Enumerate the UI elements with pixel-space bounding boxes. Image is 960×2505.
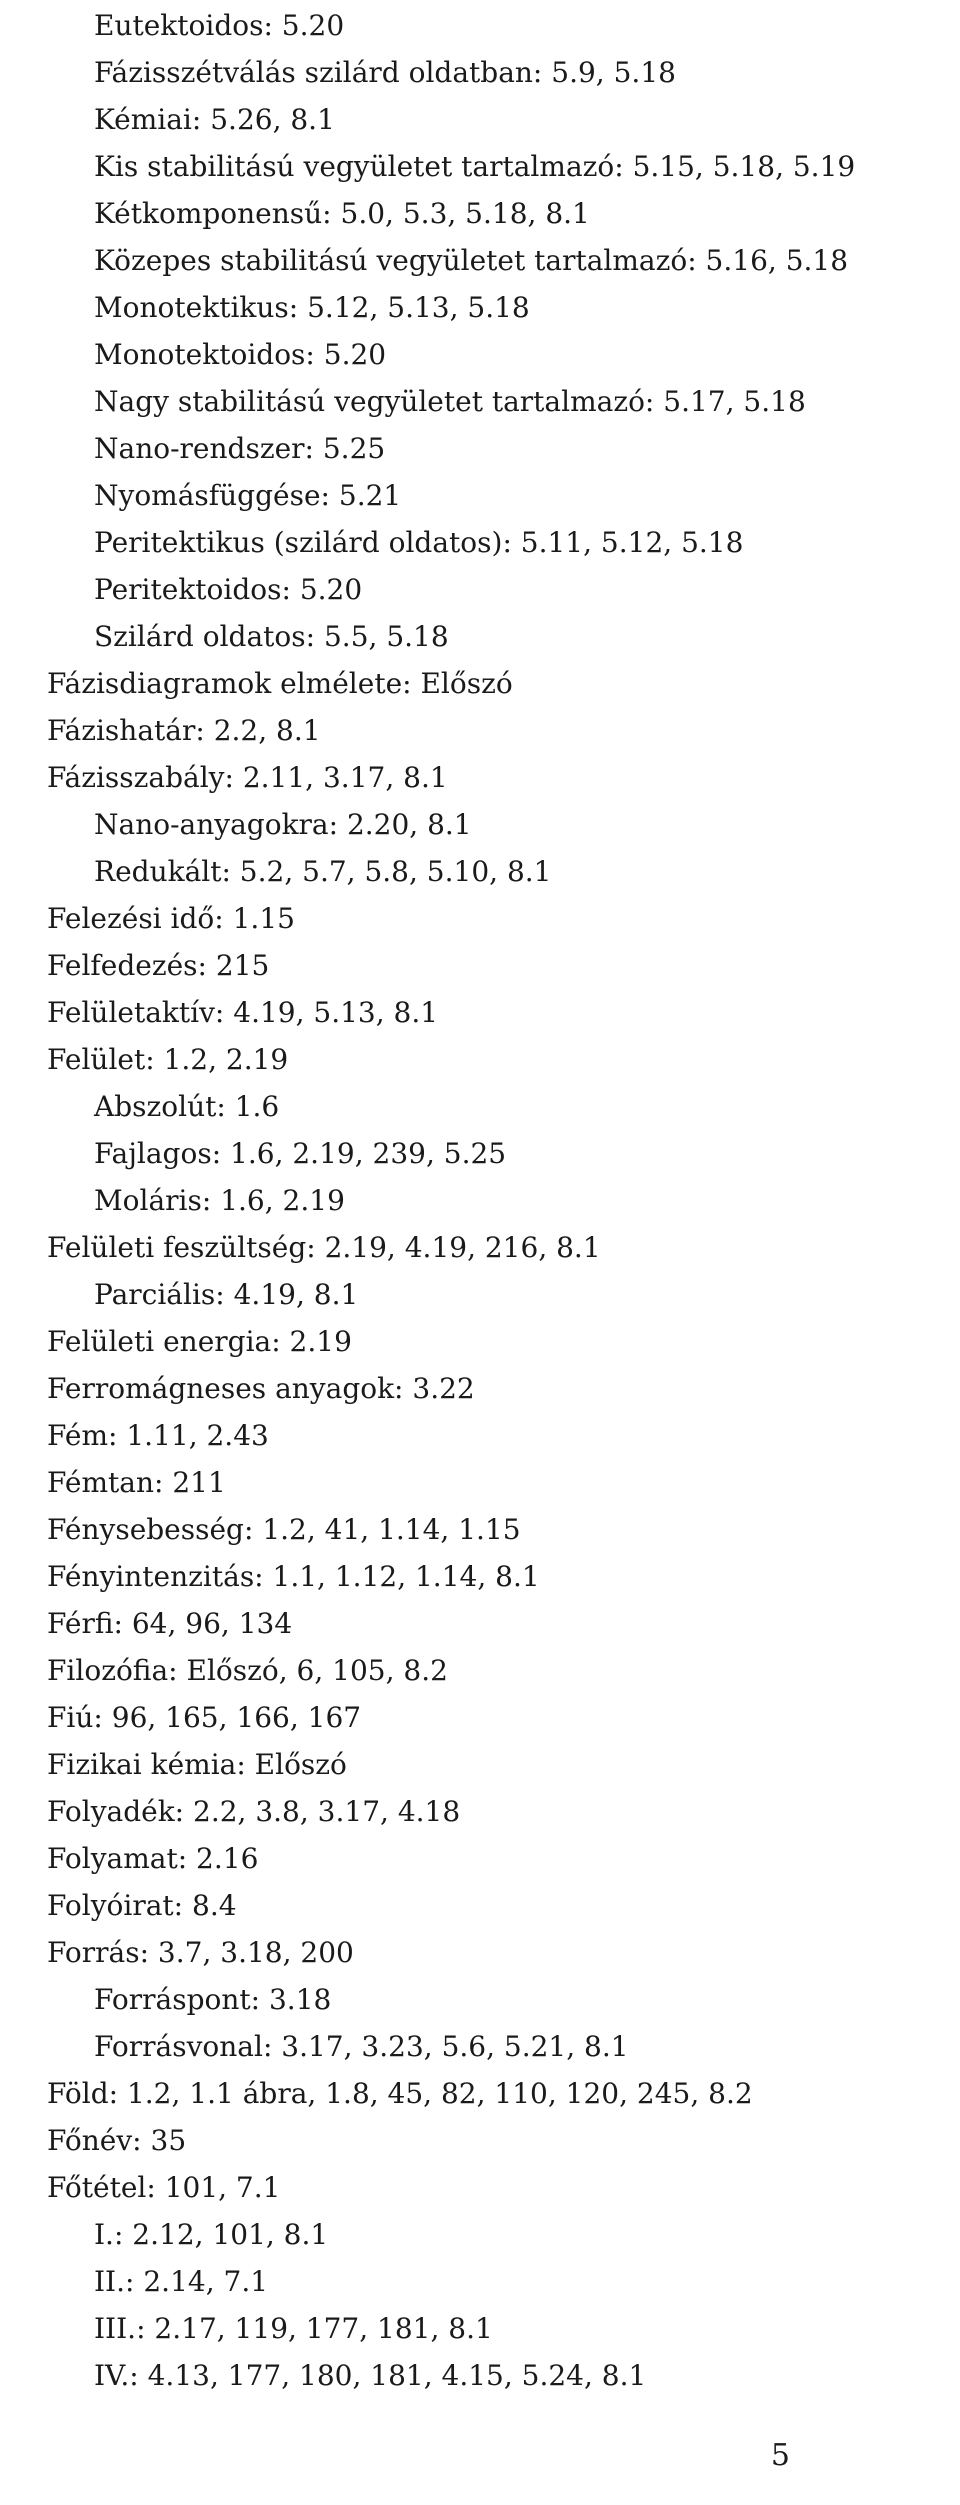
- index-entry: Föld: 1.2, 1.1 ábra, 1.8, 45, 82, 110, 120, 245, 8.2: [47, 2077, 753, 2110]
- index-entry: Fázisszétválás szilárd oldatban: 5.9, 5.18: [94, 56, 676, 89]
- index-entry: Forrás: 3.7, 3.18, 200: [47, 1936, 354, 1969]
- index-entry: Felületaktív: 4.19, 5.13, 8.1: [47, 996, 439, 1029]
- index-entry: I.: 2.12, 101, 8.1: [94, 2218, 329, 2251]
- index-entry: II.: 2.14, 7.1: [94, 2265, 269, 2298]
- index-entry: Felezési idő: 1.15: [47, 902, 295, 935]
- index-entry: III.: 2.17, 119, 177, 181, 8.1: [94, 2312, 493, 2345]
- index-entry: Fémtan: 211: [47, 1466, 226, 1499]
- index-entry: Fajlagos: 1.6, 2.19, 239, 5.25: [94, 1137, 507, 1170]
- index-entry: Szilárd oldatos: 5.5, 5.18: [94, 620, 449, 653]
- index-entry: Fizikai kémia: Előszó: [47, 1748, 347, 1781]
- index-entry: Kétkomponensű: 5.0, 5.3, 5.18, 8.1: [94, 197, 590, 230]
- index-entry: Főtétel: 101, 7.1: [47, 2171, 281, 2204]
- index-entry: Férfi: 64, 96, 134: [47, 1607, 293, 1640]
- index-entry: Forrásvonal: 3.17, 3.23, 5.6, 5.21, 8.1: [94, 2030, 629, 2063]
- index-entry: Kis stabilitású vegyületet tartalmazó: 5.15, 5.18, 5.19: [94, 150, 856, 183]
- index-entry: Fiú: 96, 165, 166, 167: [47, 1701, 362, 1734]
- index-entry: Fényintenzitás: 1.1, 1.12, 1.14, 8.1: [47, 1560, 540, 1593]
- index-entry: Monotektikus: 5.12, 5.13, 5.18: [94, 291, 530, 324]
- index-entry: Felfedezés: 215: [47, 949, 270, 982]
- index-entry: Moláris: 1.6, 2.19: [94, 1184, 345, 1217]
- index-list: [47, 2, 947, 2399]
- index-entry: Felületi energia: 2.19: [47, 1325, 352, 1358]
- index-entry: Fázisdiagramok elmélete: Előszó: [47, 667, 513, 700]
- index-entry: Felület: 1.2, 2.19: [47, 1043, 289, 1076]
- index-entry: Nano-anyagokra: 2.20, 8.1: [94, 808, 472, 841]
- index-entry: Főnév: 35: [47, 2124, 187, 2157]
- index-entry: Redukált: 5.2, 5.7, 5.8, 5.10, 8.1: [94, 855, 552, 888]
- index-entry: Folyamat: 2.16: [47, 1842, 259, 1875]
- index-entry: Peritektoidos: 5.20: [94, 573, 363, 606]
- index-entry: Nano-rendszer: 5.25: [94, 432, 386, 465]
- index-entry: Felületi feszültség: 2.19, 4.19, 216, 8.1: [47, 1231, 601, 1264]
- index-entry: Eutektoidos: 5.20: [94, 9, 345, 42]
- index-entry: Monotektoidos: 5.20: [94, 338, 387, 371]
- index-entry: Kémiai: 5.26, 8.1: [94, 103, 335, 136]
- page-number: 5: [770, 2438, 790, 2473]
- index-entry: Abszolút: 1.6: [94, 1090, 280, 1123]
- index-entry: Közepes stabilitású vegyületet tartalmazó: 5.16, 5.18: [94, 244, 849, 277]
- index-entry: Parciális: 4.19, 8.1: [94, 1278, 359, 1311]
- index-entry: Nyomásfüggése: 5.21: [94, 479, 402, 512]
- index-entry: Filozófia: Előszó, 6, 105, 8.2: [47, 1654, 448, 1687]
- index-entry: Forráspont: 3.18: [94, 1983, 332, 2016]
- index-entry: Fém: 1.11, 2.43: [47, 1419, 269, 1452]
- index-entry: Folyadék: 2.2, 3.8, 3.17, 4.18: [47, 1795, 461, 1828]
- index-entry: Fázishatár: 2.2, 8.1: [47, 714, 321, 747]
- index-entry: Nagy stabilitású vegyületet tartalmazó: 5.17, 5.18: [94, 385, 806, 418]
- index-entry: Peritektikus (szilárd oldatos): 5.11, 5.12, 5.18: [94, 526, 744, 559]
- index-entry: Fázisszabály: 2.11, 3.17, 8.1: [47, 761, 448, 794]
- index-entry: IV.: 4.13, 177, 180, 181, 4.15, 5.24, 8.1: [94, 2359, 647, 2392]
- index-entry: Ferromágneses anyagok: 3.22: [47, 1372, 475, 1405]
- index-entry: Fénysebesség: 1.2, 41, 1.14, 1.15: [47, 1513, 521, 1546]
- index-entry: Folyóirat: 8.4: [47, 1889, 237, 1922]
